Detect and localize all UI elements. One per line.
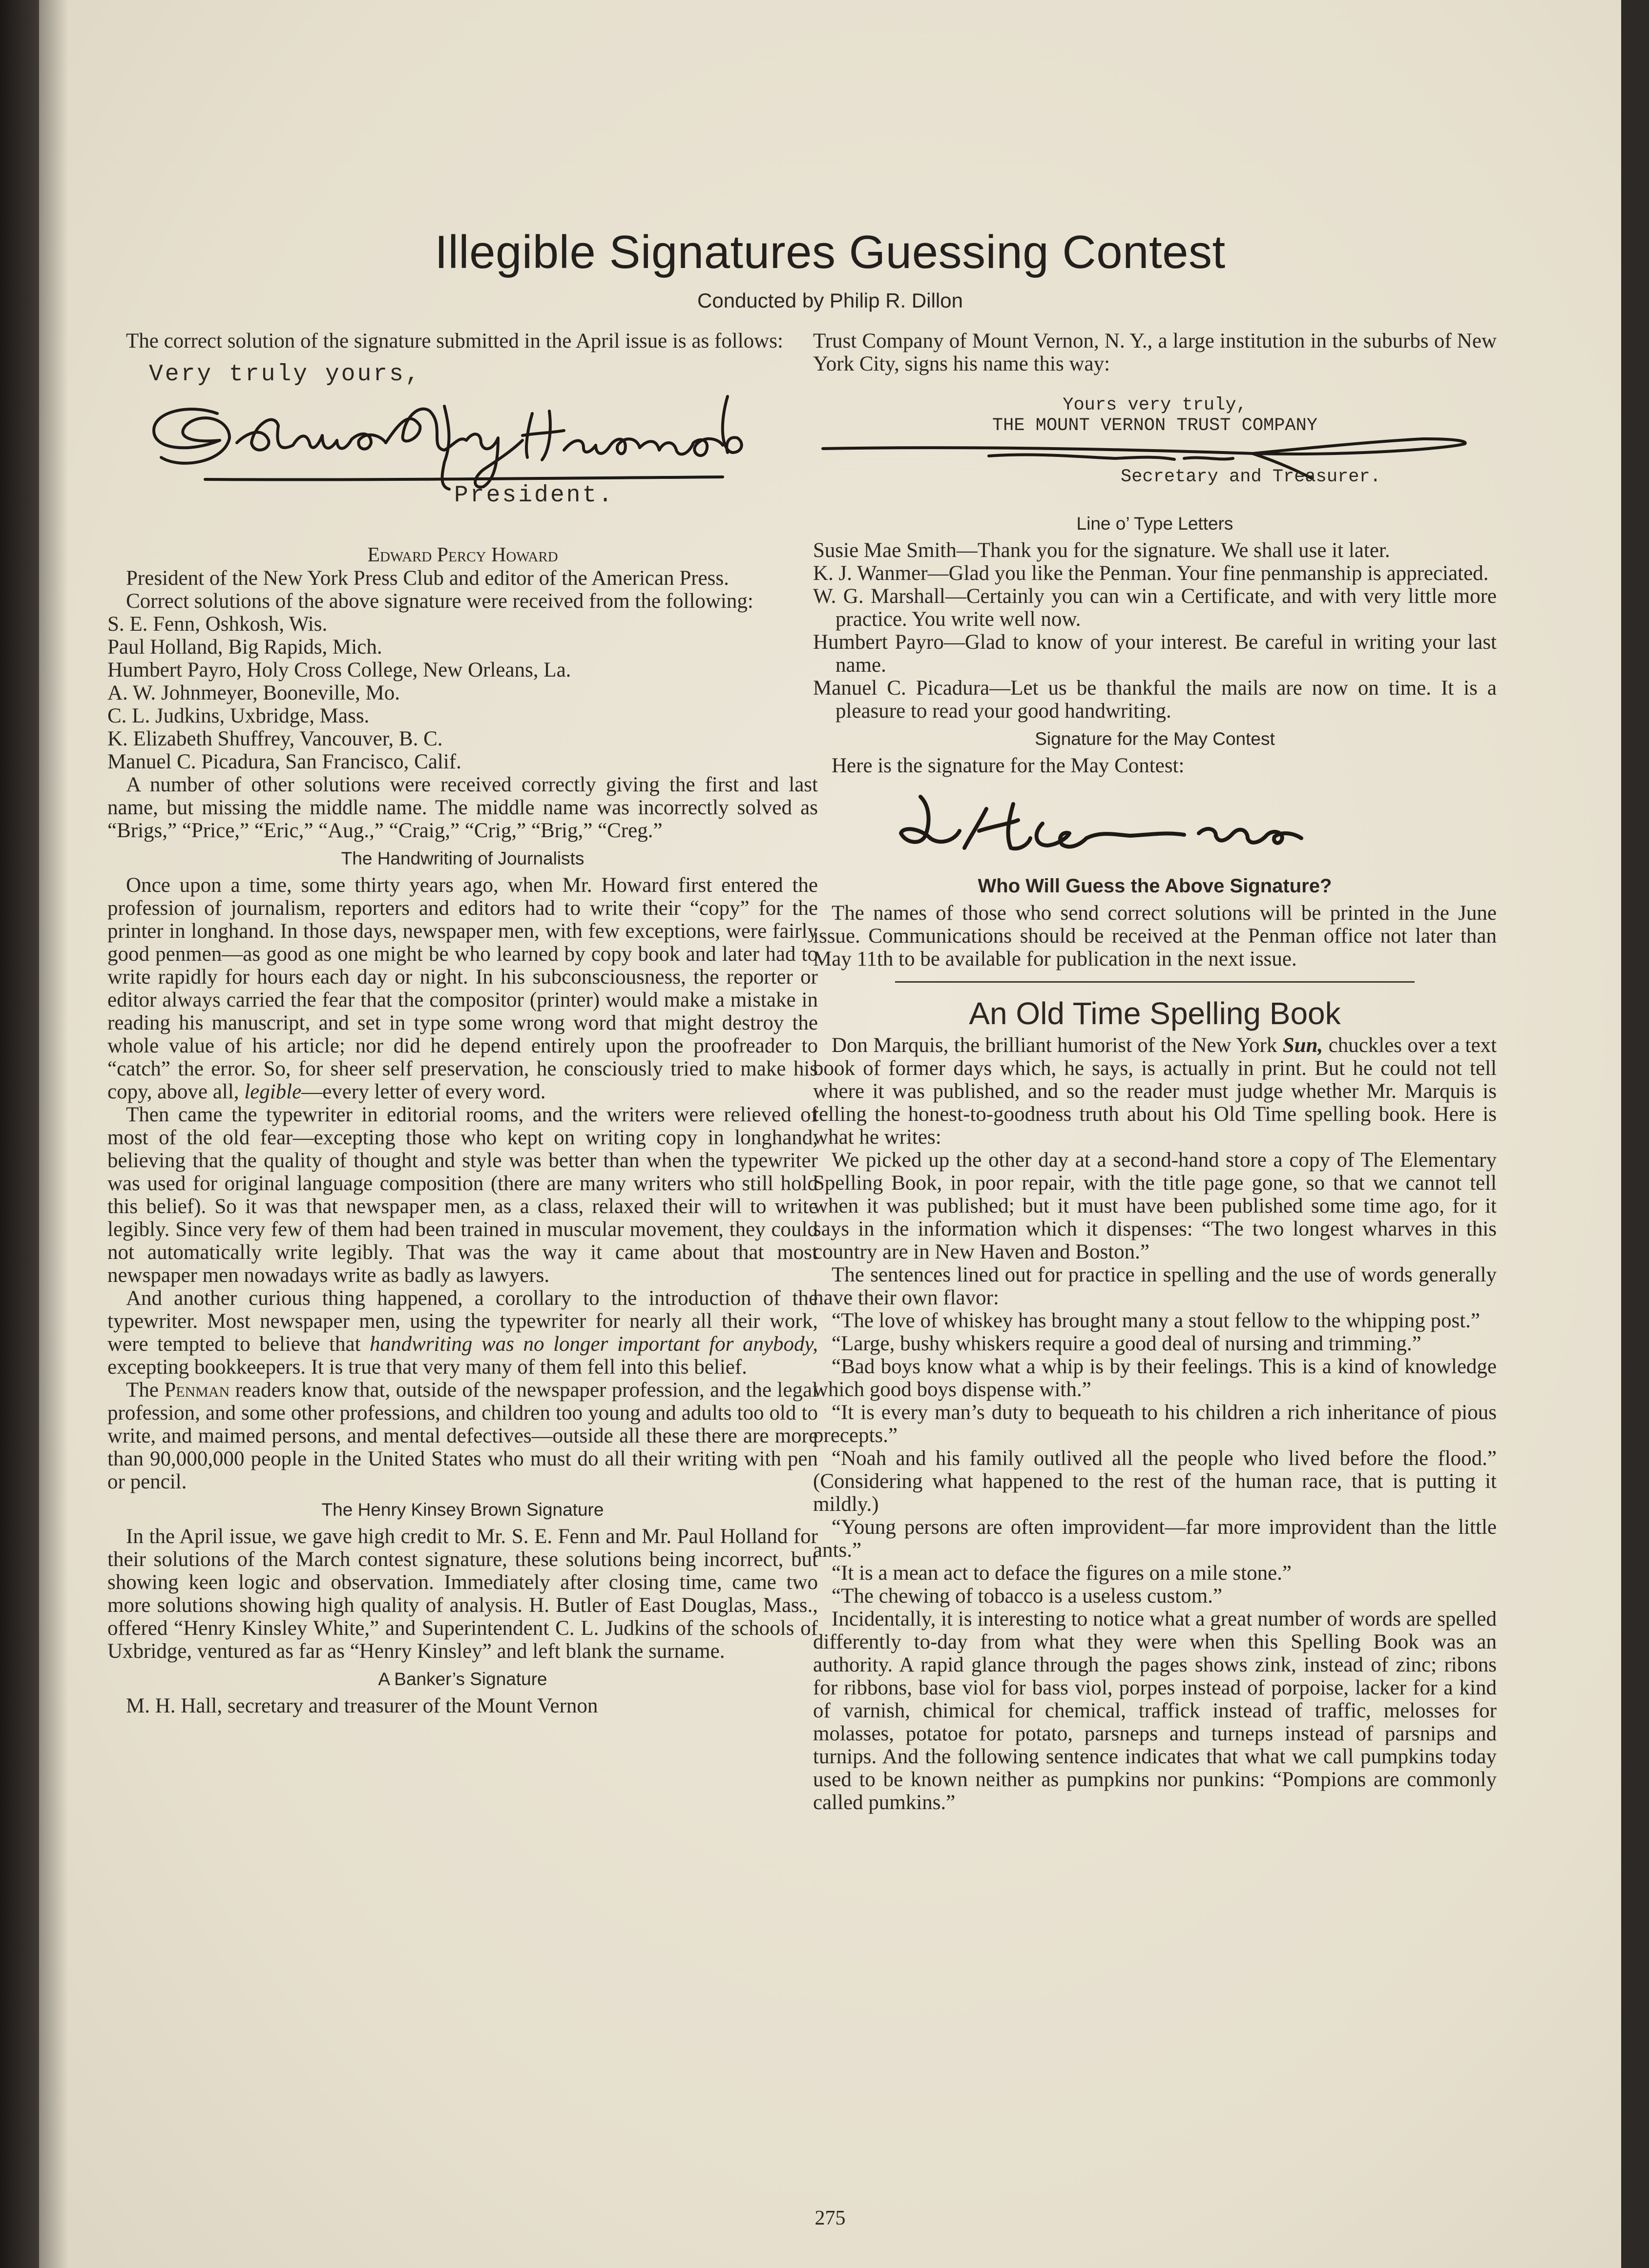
sig1-typed-top: Very truly yours, [149, 361, 421, 388]
spelling-paragraph-3: The sentences lined out for practice in spelling and the use of words generally have their own flavor: [813, 1263, 1497, 1309]
list-item: Humbert Payro, Holy Cross College, New Orleans, La. [107, 659, 571, 681]
quote-item: “The chewing of tobacco is a useless custom.” [832, 1585, 1223, 1608]
journalists-paragraph-4: The Penman readers know that, outside of the newspaper profession, and the legal profession, and some other professions, and children too young and adults too old to write, and maimed persons, and mental defectives—outside all these there are more than 90,000,000 people in the United States who must do all their writing with pen or pencil. [107, 1379, 818, 1493]
byline: Conducted by Philip R. Dillon [697, 289, 963, 312]
sig2-typed-2: THE MOUNT VERNON TRUST COMPANY [992, 415, 1318, 436]
may-contest-intro: Here is the signature for the May Contest: [832, 754, 1185, 777]
page-shadow [39, 0, 68, 2268]
left-column [107, 330, 818, 1717]
journalists-paragraph-1: Once upon a time, some thirty years ago, when Mr. Howard first entered the profession of journalism, reporters and editors had to write their “copy” for the printer in longhand. In those days, newspaper men, with few exceptions, were fairly good penmen—as good as one might be who learned by copy book and later had to write rapidly for hours each day or night. In his subconsciousness, the reporter or editor always carried the fear that the compositor (printer) would make a mistake in reading his manuscript, and set in type some wrong word that might destroy the whole value of his article; nor did he depend entirely upon the proofreader to “catch” the error. So, for sheer self preservation, he consciously tried to make his copy, above all, legible—every letter of every word. [107, 874, 818, 1103]
section-divider [895, 981, 1415, 983]
quote-item: “It is every man’s duty to bequeath to his children a rich inheritance of pious precepts.” [813, 1401, 1497, 1447]
spelling-book-title: An Old Time Spelling Book [969, 996, 1341, 1031]
quote-item: “Young persons are often improvident—far more improvident than the little ants.” [813, 1516, 1497, 1562]
may-contest-heading: Signature for the May Contest [1035, 729, 1275, 749]
solver-list [107, 613, 818, 773]
list-item: Susie Mae Smith—Thank you for the signature. We shall use it later. [813, 539, 1390, 562]
list-item: Paul Holland, Big Rapids, Mich. [107, 636, 382, 659]
sig2-typed-3: Secretary and Treasurer. [1121, 467, 1381, 487]
line-o-type-heading: Line o’ Type Letters [1076, 514, 1233, 534]
other-solutions-paragraph: A number of other solutions were received correctly giving the first and last name, but missing the middle name. The middle name was incorrectly solved as “Brigs,” “Price,” “Eric,” “Aug.,” “Craig,” “Crig,” “Brig,” “Creg.” [107, 773, 818, 842]
list-item: K. Elizabeth Shuffrey, Vancouver, B. C. [107, 727, 443, 750]
line-o-type-list [813, 539, 1497, 722]
quote-item: “Bad boys know what a whip is by their feelings. This is a kind of knowledge which good boys dispense with.” [813, 1355, 1497, 1401]
list-item: S. E. Fenn, Oshkosh, Wis. [107, 613, 328, 636]
journalists-paragraph-2: Then came the typewriter in editorial rooms, and the writers were relieved of most of the old fear—excepting those who kept on writing copy in longhand, believing that the quality of thought and style was better than when the typewriter was used for original language composition (there are many writers who still hold this belief). So it was that newspaper men, as a class, relaxed their will to write legibly. Since very few of them had been trained in muscular movement, they could not automatically write legibly. That was the way it came about that most newspaper men nowadays write as badly as lawyers. [107, 1103, 818, 1287]
banker-continued: Trust Company of Mount Vernon, N. Y., a large institution in the suburbs of New York City, signs his name this way: [813, 330, 1497, 375]
intro-paragraph: The correct solution of the signature submitted in the April issue is as follows: [126, 330, 783, 352]
list-item: A. W. Johnmeyer, Booneville, Mo. [107, 681, 400, 704]
spelling-paragraph-1: Don Marquis, the brilliant humorist of the New York Sun, chuckles over a text book of former days which, he says, is actually in print. But he could not tell where it was published, and so the reader must judge whether Mr. Marquis is telling the honest-to-goodness truth about his Old Time spelling book. Here is what he writes: [813, 1034, 1497, 1149]
page-number: 275 [814, 2207, 846, 2229]
journalists-heading: The Handwriting of Journalists [341, 848, 584, 868]
who-will-guess-paragraph: The names of those who send correct solutions will be printed in the June issue. Communications should be received at the Penman office not later than May 11th to be available for publication in the next issue. [813, 902, 1497, 970]
sig1-description: President of the New York Press Club and editor of the American Press. [126, 567, 729, 590]
sig2-typed-1: Yours very truly, [1063, 395, 1247, 415]
list-item: C. L. Judkins, Uxbridge, Mass. [107, 704, 370, 727]
journalists-paragraph-3: And another curious thing happened, a corollary to the introduction of the typewriter. Most newspaper men, using the typewriter for nearly all their work, were tempted to believe that handwriting was no longer important for anybody, excepting bookkeepers. It is true that very many of them fell into this belief. [107, 1287, 818, 1379]
banker-paragraph: M. H. Hall, secretary and treasurer of the Mount Vernon [126, 1694, 598, 1717]
list-item: K. J. Wanmer—Glad you like the Penman. Your fine penmanship is appreciated. [813, 562, 1489, 585]
quote-item: “The love of whiskey has brought many a stout fellow to the whipping post.” [832, 1309, 1480, 1332]
list-item: Manuel C. Picadura—Let us be thankful the mails are now on time. It is a pleasure to read your good handwriting. [813, 677, 1497, 722]
who-will-guess-heading: Who Will Guess the Above Signature? [978, 875, 1332, 897]
spelling-paragraph-4: Incidentally, it is interesting to notice what a great number of words are spelled differently to-day from what they were when this Spelling Book was an authority. A rapid glance through the pages shows zink, instead of zinc; ribons for ribbons, base viol for bass viol, porpes instead of porpoise, lacker for a kind of varnish, chimical for chemical, traffick instead of traffic, melosses for molasses, potatoe for potato, parsneps and turneps instead of parsnips and turnips. And the following sentence indicates that what we call pumpkins today used to be known neither as pumpkins nor punkins: “Pompions are commonly called pumkins.” [813, 1608, 1497, 1814]
list-item: Humbert Payro—Glad to know of your interest. Be careful in writing your last name. [813, 631, 1497, 677]
sig1-typed-bottom: President. [454, 482, 615, 509]
spelling-paragraph-2: We picked up the other day at a second-hand store a copy of The Elementary Spelling Book, in poor repair, with the title page gone, so that we cannot tell when it was published; but it must have been published some time ago, for it says in the information which it dispenses: “The two longest wharves in this country are in New Haven and Boston.” [813, 1149, 1497, 1263]
list-item: W. G. Marshall—Certainly you can win a Certificate, and with very little more practice. You write well now. [813, 585, 1497, 631]
mount-vernon-signature-block [813, 375, 1497, 507]
kinsey-heading: The Henry Kinsey Brown Signature [321, 1500, 604, 1520]
quote-list [813, 1309, 1497, 1608]
quote-item: “It is a mean act to deface the figures on a mile stone.” [832, 1562, 1292, 1585]
howard-handwritten-signature [107, 352, 818, 548]
banker-heading: A Banker’s Signature [378, 1669, 547, 1689]
list-item: Manuel C. Picadura, San Francisco, Calif. [107, 750, 461, 773]
kinsey-paragraph: In the April issue, we gave high credit to Mr. S. E. Fenn and Mr. Paul Holland for their solutions of the March contest signature, these solutions being incorrect, but showing keen logic and observation. Immediately after closing time, came two more solutions showing high quality of analysis. H. Butler of East Douglas, Mass., offered “Henry Kinsley White,” and Superintendent C. L. Judkins of the schools of Uxbridge, ventured as far as “Henry Kinsley” and left blank the surname. [107, 1525, 818, 1663]
correct-solutions-intro: Correct solutions of the above signature were received from the following: [126, 590, 753, 613]
quote-item: “Noah and his family outlived all the people who lived before the flood.” (Considering what happened to the rest of the human race, that is putting it mildly.) [813, 1447, 1497, 1516]
right-background-edge [1621, 0, 1649, 2268]
page [39, 0, 1621, 2268]
quote-item: “Large, bushy whiskers require a good deal of nursing and trimming.” [832, 1332, 1421, 1355]
article-title: Illegible Signatures Guessing Contest [435, 226, 1226, 278]
right-column [813, 330, 1497, 1814]
may-contest-handwritten-signature [813, 777, 1497, 870]
sig1-caption: Edward Percy Howard [367, 544, 558, 566]
howard-signature-block [107, 352, 818, 548]
